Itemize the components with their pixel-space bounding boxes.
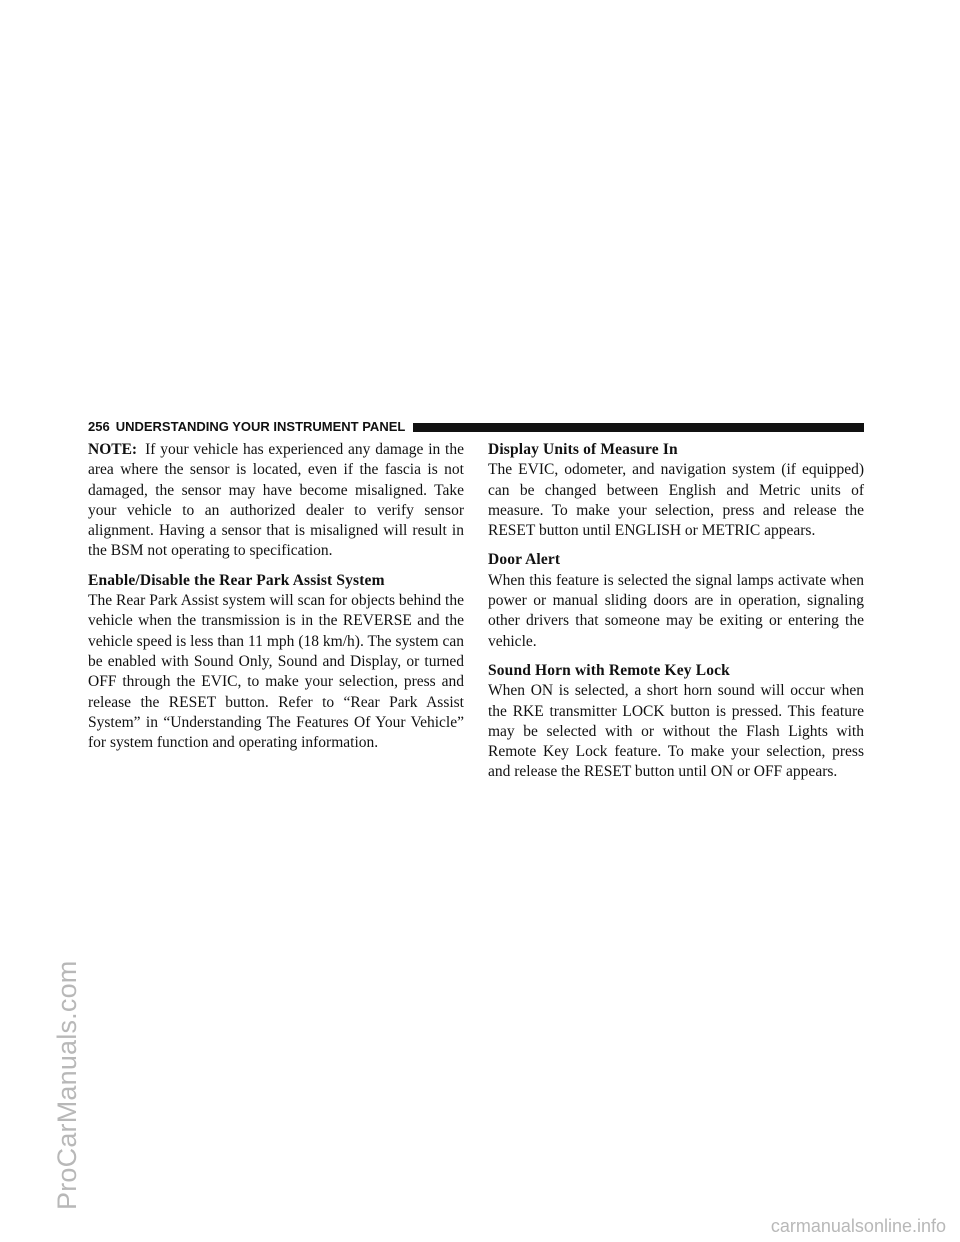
- left-column: [88, 440, 464, 753]
- heading-door-alert: Door Alert: [488, 551, 561, 569]
- body-sound-horn: When ON is selected, a short horn sound will occur when the RKE transmitter LOCK button is pressed. This feature may be selected with or without the Flash Lights with Remote Key Lock feature. To make your selection, press and release the RESET button until ON or OFF appears.: [488, 682, 864, 781]
- note-text: If your vehicle has experienced any damage in the area where the sensor is located, even if the fascia is not damaged, the sensor may have become misaligned. Take your vehicle to an authorized dealer to verify sensor alignment. Having a sensor that is misaligned will result in the BSM not operating to specification.: [88, 441, 464, 560]
- right-column: [488, 440, 864, 783]
- heading-display-units: Display Units of Measure In: [488, 441, 678, 458]
- body-rear-park-assist: The Rear Park Assist system will scan for objects behind the vehicle when the transmission is in the REVERSE and the vehicle speed is less than 11 mph (18 km/h). The system can be enabled with Sound Only, Sound and Display, or turned OFF through the EVIC, to make your selection, press and release the RESET button. Refer to “Rear Park Assist System” in “Understanding The Features Of Your Vehicle” for system function and operating information.: [88, 592, 464, 752]
- body-display-units: The EVIC, odometer, and navigation system (if equipped) can be changed between English and Metric units of measure. To make your selection, press and release the RESET button until ENGLISH or METRIC appears.: [488, 461, 864, 540]
- watermark-carmanualsonline: carmanualsonline.info: [770, 1216, 946, 1236]
- section-title: UNDERSTANDING YOUR INSTRUMENT PANEL: [115, 419, 406, 434]
- note-label: NOTE:: [88, 441, 138, 458]
- body-door-alert: When this feature is selected the signal lamps activate when power or manual sliding doors are in operation, signaling other drivers that someone may be exiting or entering the vehicle.: [488, 571, 864, 650]
- heading-sound-horn: Sound Horn with Remote Key Lock: [488, 661, 730, 679]
- header-rule: [413, 423, 864, 432]
- watermark-procarmanuals: ProCarManuals.com: [52, 960, 82, 1210]
- heading-rear-park-assist: Enable/Disable the Rear Park Assist System: [88, 571, 385, 589]
- page-header: [88, 419, 864, 435]
- page-number: 256: [88, 419, 110, 434]
- note-paragraph: [88, 440, 464, 562]
